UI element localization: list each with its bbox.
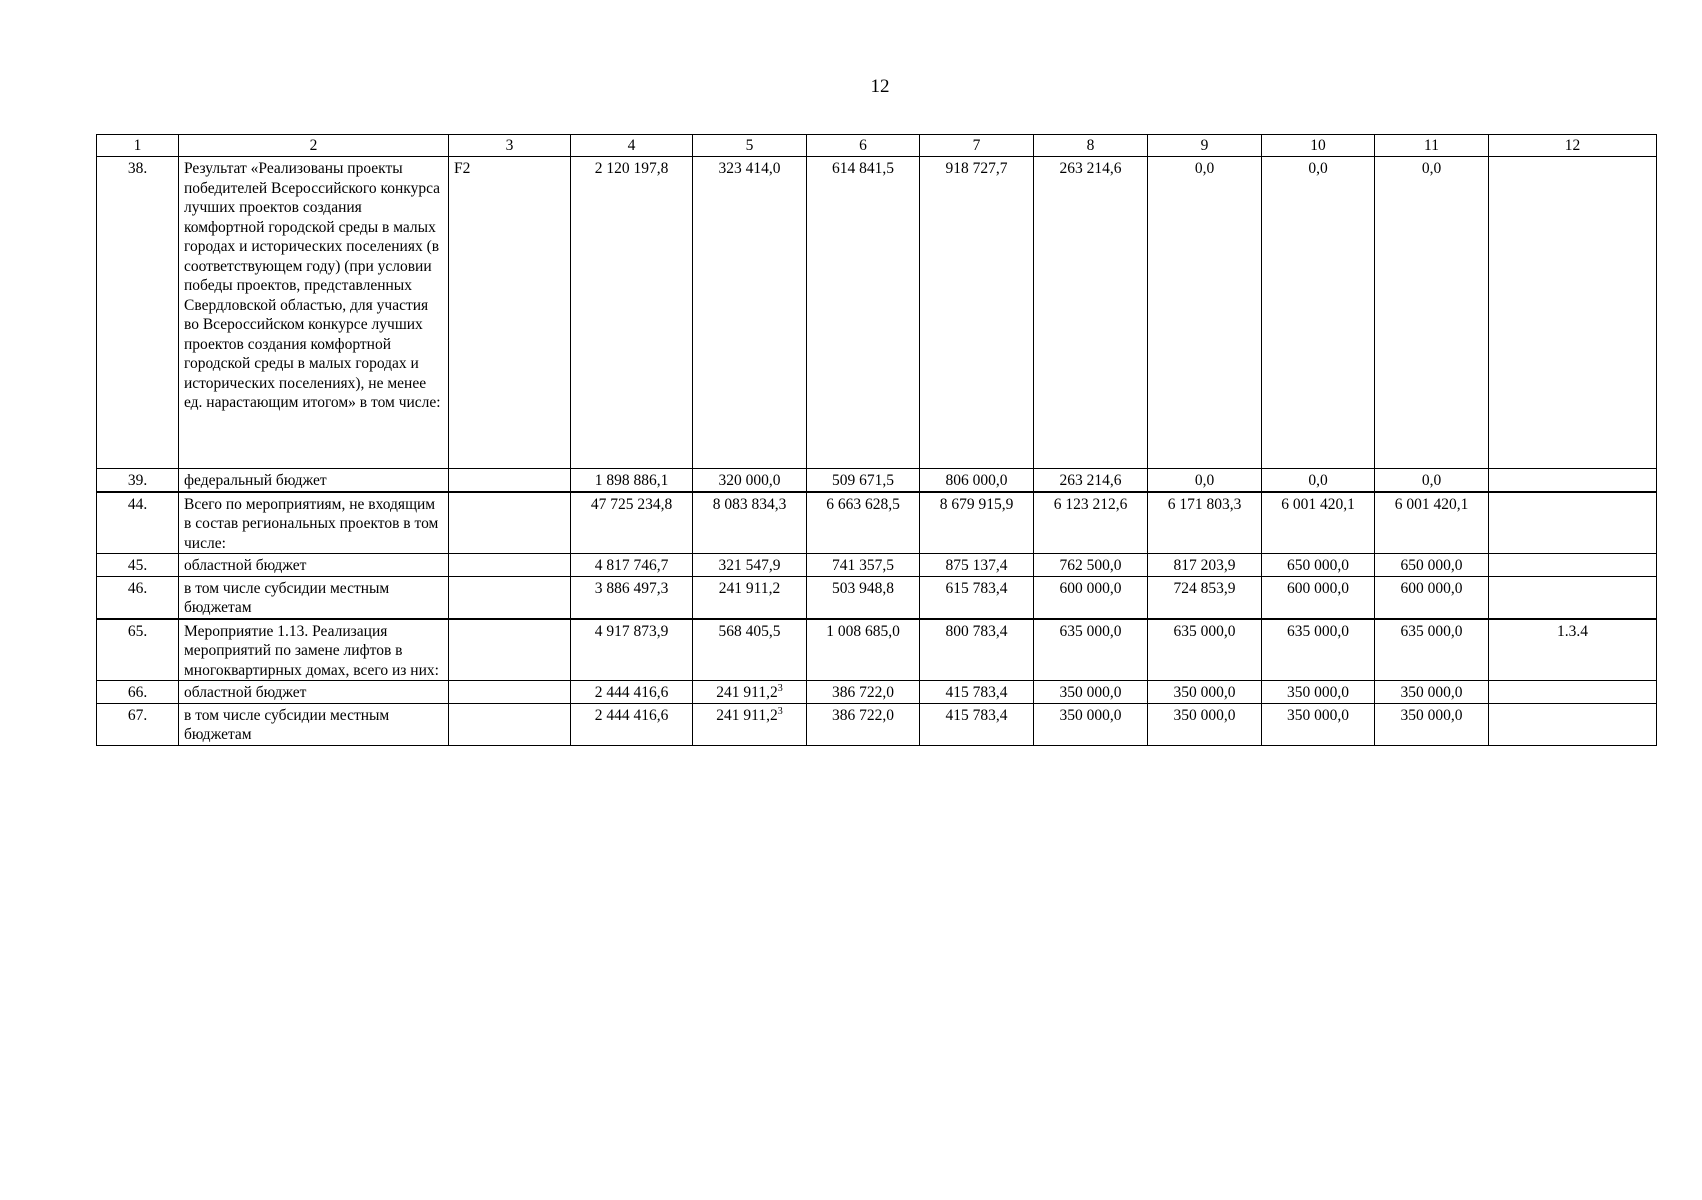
value-col-8: 762 500,0 bbox=[1034, 554, 1148, 577]
row-code bbox=[449, 619, 571, 681]
value-col-11: 650 000,0 bbox=[1375, 554, 1489, 577]
header-cell: 2 bbox=[179, 135, 449, 157]
header-cell: 9 bbox=[1148, 135, 1262, 157]
value-col-10: 350 000,0 bbox=[1262, 681, 1375, 704]
value-col-12 bbox=[1489, 554, 1657, 577]
header-cell: 1 bbox=[97, 135, 179, 157]
value-col-4: 2 120 197,8 bbox=[571, 157, 693, 469]
value-col-10: 6 001 420,1 bbox=[1262, 492, 1375, 554]
footnote-mark: 3 bbox=[777, 705, 783, 717]
value-col-5: 320 000,0 bbox=[693, 469, 807, 492]
row-number: 45. bbox=[97, 554, 179, 577]
value-col-5: 241 911,2 bbox=[693, 576, 807, 619]
value-col-11: 0,0 bbox=[1375, 157, 1489, 469]
row-name: Результат «Реализованы проекты победителей Всероссийского конкурса лучших проектов создания комфортной городской среды в малых городах и исторических поселениях (в соответствующем году) (при условии победы проектов, представленных Свердловской областью, для участия во Всероссийском конкурсе лучших проектов создания комфортной городской среды в малых городах и исторических поселениях), не менее ед. нарастающим итогом» в том числе: bbox=[179, 157, 449, 469]
value-col-5 bbox=[693, 703, 807, 745]
value-col-4: 3 886 497,3 bbox=[571, 576, 693, 619]
value-col-8: 263 214,6 bbox=[1034, 157, 1148, 469]
value-col-11: 600 000,0 bbox=[1375, 576, 1489, 619]
value-col-6: 386 722,0 bbox=[807, 681, 920, 704]
header-row bbox=[97, 135, 1657, 157]
table-row bbox=[97, 469, 1657, 492]
table-row bbox=[97, 492, 1657, 554]
footnote-mark: 3 bbox=[777, 682, 783, 694]
value-col-4: 2 444 416,6 bbox=[571, 681, 693, 704]
row-name: в том числе субсидии местным бюджетам bbox=[179, 703, 449, 745]
header-cell: 12 bbox=[1489, 135, 1657, 157]
value-col-10: 650 000,0 bbox=[1262, 554, 1375, 577]
page-number: 12 bbox=[870, 76, 890, 97]
value-col-7: 800 783,4 bbox=[920, 619, 1034, 681]
row-number: 38. bbox=[97, 157, 179, 469]
value-col-4: 47 725 234,8 bbox=[571, 492, 693, 554]
header-cell: 11 bbox=[1375, 135, 1489, 157]
value-col-6: 614 841,5 bbox=[807, 157, 920, 469]
row-code bbox=[449, 703, 571, 745]
value-col-8: 635 000,0 bbox=[1034, 619, 1148, 681]
value-col-4: 1 898 886,1 bbox=[571, 469, 693, 492]
row-number: 65. bbox=[97, 619, 179, 681]
value-col-11: 350 000,0 bbox=[1375, 681, 1489, 704]
value-col-4: 4 817 746,7 bbox=[571, 554, 693, 577]
table-row bbox=[97, 157, 1657, 469]
value-col-12 bbox=[1489, 703, 1657, 745]
value-col-6: 503 948,8 bbox=[807, 576, 920, 619]
value-col-7: 918 727,7 bbox=[920, 157, 1034, 469]
header-cell: 3 bbox=[449, 135, 571, 157]
value-col-10: 635 000,0 bbox=[1262, 619, 1375, 681]
row-name: областной бюджет bbox=[179, 681, 449, 704]
value-col-10: 600 000,0 bbox=[1262, 576, 1375, 619]
table-row bbox=[97, 703, 1657, 745]
value-col-12 bbox=[1489, 492, 1657, 554]
value-col-12: 1.3.4 bbox=[1489, 619, 1657, 681]
value-col-9: 0,0 bbox=[1148, 469, 1262, 492]
value-col-9: 635 000,0 bbox=[1148, 619, 1262, 681]
value-col-8: 6 123 212,6 bbox=[1034, 492, 1148, 554]
value-col-10: 0,0 bbox=[1262, 157, 1375, 469]
value-col-12 bbox=[1489, 157, 1657, 469]
header-cell: 6 bbox=[807, 135, 920, 157]
value-col-5 bbox=[693, 681, 807, 704]
value-col-7: 8 679 915,9 bbox=[920, 492, 1034, 554]
value-col-5: 321 547,9 bbox=[693, 554, 807, 577]
value-col-6: 741 357,5 bbox=[807, 554, 920, 577]
value-col-7: 875 137,4 bbox=[920, 554, 1034, 577]
value-col-5: 323 414,0 bbox=[693, 157, 807, 469]
row-number: 66. bbox=[97, 681, 179, 704]
value-text: 241 911,2 bbox=[716, 684, 778, 701]
value-col-10: 350 000,0 bbox=[1262, 703, 1375, 745]
row-code: F2 bbox=[449, 157, 571, 469]
table-row bbox=[97, 681, 1657, 704]
value-col-9: 817 203,9 bbox=[1148, 554, 1262, 577]
value-col-9: 724 853,9 bbox=[1148, 576, 1262, 619]
value-col-5: 568 405,5 bbox=[693, 619, 807, 681]
row-code bbox=[449, 554, 571, 577]
value-col-9: 6 171 803,3 bbox=[1148, 492, 1262, 554]
header-cell: 10 bbox=[1262, 135, 1375, 157]
value-col-9: 350 000,0 bbox=[1148, 703, 1262, 745]
value-col-6: 509 671,5 bbox=[807, 469, 920, 492]
value-col-6: 386 722,0 bbox=[807, 703, 920, 745]
value-col-8: 600 000,0 bbox=[1034, 576, 1148, 619]
row-code bbox=[449, 681, 571, 704]
table-row bbox=[97, 554, 1657, 577]
value-col-11: 0,0 bbox=[1375, 469, 1489, 492]
row-name: федеральный бюджет bbox=[179, 469, 449, 492]
row-name: в том числе субсидии местным бюджетам bbox=[179, 576, 449, 619]
header-cell: 4 bbox=[571, 135, 693, 157]
value-col-12 bbox=[1489, 576, 1657, 619]
row-number: 44. bbox=[97, 492, 179, 554]
value-col-9: 0,0 bbox=[1148, 157, 1262, 469]
value-col-7: 415 783,4 bbox=[920, 681, 1034, 704]
value-col-4: 2 444 416,6 bbox=[571, 703, 693, 745]
header-cell: 8 bbox=[1034, 135, 1148, 157]
value-col-6: 6 663 628,5 bbox=[807, 492, 920, 554]
row-number: 67. bbox=[97, 703, 179, 745]
row-name: областной бюджет bbox=[179, 554, 449, 577]
value-col-7: 415 783,4 bbox=[920, 703, 1034, 745]
value-text: 241 911,2 bbox=[716, 706, 778, 724]
header-cell: 5 bbox=[693, 135, 807, 157]
value-col-4: 4 917 873,9 bbox=[571, 619, 693, 681]
value-col-10: 0,0 bbox=[1262, 469, 1375, 492]
value-col-9: 350 000,0 bbox=[1148, 681, 1262, 704]
value-col-11: 635 000,0 bbox=[1375, 619, 1489, 681]
budget-table bbox=[96, 134, 1657, 746]
row-code bbox=[449, 469, 571, 492]
value-col-8: 263 214,6 bbox=[1034, 469, 1148, 492]
row-number: 39. bbox=[97, 469, 179, 492]
row-code bbox=[449, 492, 571, 554]
value-col-11: 6 001 420,1 bbox=[1375, 492, 1489, 554]
table-row bbox=[97, 576, 1657, 619]
row-name: Всего по мероприятиям, не входящим в состав региональных проектов в том числе: bbox=[179, 492, 449, 554]
row-number: 46. bbox=[97, 576, 179, 619]
value-col-6: 1 008 685,0 bbox=[807, 619, 920, 681]
value-col-12 bbox=[1489, 681, 1657, 704]
value-col-7: 806 000,0 bbox=[920, 469, 1034, 492]
header-cell: 7 bbox=[920, 135, 1034, 157]
table-row bbox=[97, 619, 1657, 681]
value-col-5: 8 083 834,3 bbox=[693, 492, 807, 554]
value-col-7: 615 783,4 bbox=[920, 576, 1034, 619]
value-col-12 bbox=[1489, 469, 1657, 492]
value-col-8: 350 000,0 bbox=[1034, 703, 1148, 745]
value-col-11: 350 000,0 bbox=[1375, 703, 1489, 745]
row-code bbox=[449, 576, 571, 619]
value-col-8: 350 000,0 bbox=[1034, 681, 1148, 704]
row-name: Мероприятие 1.13. Реализация мероприятий по замене лифтов в многоквартирных домах, всего из них: bbox=[179, 619, 449, 681]
